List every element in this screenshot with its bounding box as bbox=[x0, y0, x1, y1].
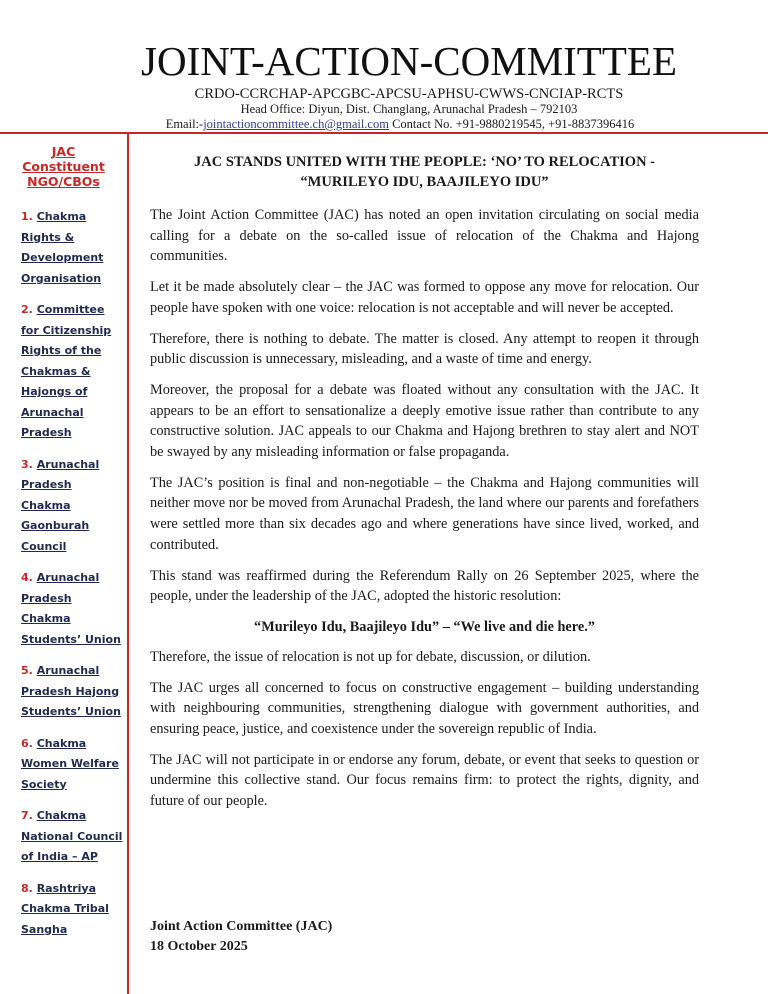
constituent-link[interactable]: Arunachal bbox=[36, 571, 100, 584]
constituent-link[interactable]: Rights & bbox=[21, 230, 75, 244]
constituent-link[interactable]: Hajongs of bbox=[21, 385, 88, 398]
constituent-line bbox=[21, 403, 125, 424]
paragraph: Therefore, there is nothing to debate. The matter is closed. Any attempt to reopen it through public discussion is unnecessary, misleading, and a waste of time and energy. bbox=[150, 330, 699, 368]
constituent-number: 1. bbox=[21, 210, 33, 223]
constituent-item[interactable] bbox=[21, 806, 125, 868]
signatory-name: Joint Action Committee (JAC) bbox=[150, 919, 333, 934]
paragraph: Let it be made absolutely clear – the JAC was formed to oppose any move for relocation. Our people have spoken with one voice: relocation is not acceptable and will never be accepted. bbox=[150, 279, 699, 316]
constituent-item[interactable] bbox=[21, 568, 125, 650]
paragraph: The JAC will not participate in or endorse any forum, debate, or event that seeks to question or undermine this collective stand. Our focus remains firm: to protect the rights, dignity, and future of our people. bbox=[150, 751, 699, 810]
constituent-link[interactable]: Chakma bbox=[21, 498, 71, 512]
sidebar-title bbox=[0, 144, 127, 189]
constituent-line bbox=[21, 609, 125, 630]
contact-line bbox=[0, 117, 768, 132]
contact-numbers: Contact No. +91-9880219545, +91-8837396416 bbox=[388, 117, 635, 131]
constituent-line bbox=[21, 362, 125, 383]
constituent-link[interactable]: Students’ Union bbox=[21, 632, 121, 646]
constituent-link[interactable]: Chakma bbox=[36, 809, 87, 822]
constituent-line bbox=[21, 754, 125, 775]
constituent-link[interactable]: Women Welfare bbox=[21, 757, 119, 770]
constituent-link[interactable]: Students’ Union bbox=[21, 705, 121, 718]
constituent-link[interactable]: Development bbox=[21, 251, 104, 264]
constituent-item[interactable] bbox=[21, 661, 125, 723]
email-link[interactable]: jointactioncommittee.ch@gmail.com bbox=[203, 117, 389, 131]
constituent-line bbox=[21, 537, 125, 558]
press-release-body bbox=[150, 152, 699, 822]
headline-line-1: JAC STANDS UNITED WITH THE PEOPLE: ‘NO’ TO RELOCATION - bbox=[194, 154, 655, 170]
constituent-list bbox=[21, 207, 125, 940]
constituent-line bbox=[21, 207, 125, 228]
constituents-abbreviations: CRDO-CCRCHAP-APCGBC-APCSU-APHSU-CWWS-CNCIAP-RCTS bbox=[194, 86, 624, 102]
sidebar-title-line: NGO/CBOs bbox=[27, 174, 100, 189]
sidebar-title-line: JAC bbox=[51, 144, 76, 159]
constituent-item[interactable] bbox=[21, 300, 125, 444]
resolution-quote: “Murileyo Idu, Baajileyo Idu” – “We live and die here.” bbox=[254, 618, 595, 635]
constituent-number: 6. bbox=[21, 736, 33, 750]
constituent-line bbox=[21, 423, 125, 444]
constituent-link[interactable]: Committee bbox=[36, 303, 105, 316]
constituent-line bbox=[21, 682, 125, 703]
constituent-item[interactable] bbox=[21, 879, 125, 941]
constituent-line bbox=[21, 661, 125, 682]
constituent-line bbox=[21, 734, 125, 755]
constituent-item[interactable] bbox=[21, 734, 125, 796]
paragraph: Therefore, the issue of relocation is not up for debate, discussion, or dilution. bbox=[150, 648, 591, 665]
constituent-number: 4. bbox=[21, 571, 33, 584]
constituent-line bbox=[21, 455, 125, 476]
constituent-line bbox=[21, 847, 125, 868]
constituent-link[interactable]: Council bbox=[21, 539, 67, 553]
constituent-line bbox=[21, 321, 125, 342]
constituent-item[interactable] bbox=[21, 455, 125, 558]
constituent-link[interactable]: Rashtriya bbox=[36, 881, 97, 895]
constituent-line bbox=[21, 775, 125, 796]
constituent-link[interactable]: Sangha bbox=[21, 922, 68, 936]
constituent-number: 2. bbox=[21, 303, 33, 316]
constituent-link[interactable]: Pradesh bbox=[21, 426, 72, 439]
email-label: Email:- bbox=[165, 117, 204, 131]
constituent-line bbox=[21, 879, 125, 900]
paragraph: The JAC’s position is final and non-negotiable – the Chakma and Hajong communities will neither move nor be moved from Arunachal Pradesh, the land where our parents and forefathers were settled more than six decades ago and where generations have since lived, worked, and contributed. bbox=[150, 474, 699, 553]
constituent-line bbox=[21, 630, 125, 651]
constituent-number: 3. bbox=[21, 457, 33, 471]
constituent-link[interactable]: Pradesh Hajong bbox=[21, 684, 120, 698]
constituent-number: 5. bbox=[21, 664, 33, 677]
constituent-line bbox=[21, 806, 125, 827]
constituent-link[interactable]: Chakma bbox=[36, 210, 87, 223]
constituent-link[interactable]: Arunachal bbox=[36, 457, 100, 471]
constituent-link[interactable]: Pradesh bbox=[21, 478, 72, 491]
constituent-line bbox=[21, 899, 125, 920]
constituent-line bbox=[21, 341, 125, 362]
org-title: JOINT-ACTION-COMMITTEE bbox=[141, 38, 677, 84]
constituent-line bbox=[21, 269, 125, 290]
constituent-link[interactable]: Arunachal bbox=[36, 664, 100, 677]
sidebar-constituents bbox=[0, 140, 127, 951]
constituent-link[interactable]: Arunachal bbox=[21, 405, 84, 419]
headline-line-2: “MURILEYO IDU, BAAJILEYO IDU” bbox=[300, 174, 549, 190]
constituent-line bbox=[21, 516, 125, 537]
sidebar-title-line: Constituent bbox=[22, 159, 105, 174]
sidebar-divider bbox=[127, 133, 129, 994]
constituent-link[interactable]: Pradesh bbox=[21, 591, 72, 605]
constituent-line bbox=[21, 827, 125, 848]
constituent-line bbox=[21, 589, 125, 610]
constituent-link[interactable]: Gaonburah bbox=[21, 519, 90, 532]
paragraph: Moreover, the proposal for a debate was floated without any consultation with the JAC. It appears to be an effort to sensationalize a deeply emotive issue rather than contribute to any constructive solution. JAC appeals to our Chakma and Hajong brethren to stay alert and NOT be swayed by any misleading information or false propaganda. bbox=[150, 381, 699, 461]
constituent-line bbox=[21, 920, 125, 941]
constituent-link[interactable]: Society bbox=[21, 777, 67, 791]
constituent-link[interactable]: Chakma bbox=[21, 612, 71, 625]
constituent-line bbox=[21, 475, 125, 496]
signature-block bbox=[150, 917, 332, 957]
constituent-item[interactable] bbox=[21, 207, 125, 289]
constituent-link[interactable]: Rights of the bbox=[21, 344, 102, 357]
constituent-line bbox=[21, 248, 125, 269]
constituent-link[interactable]: National Council bbox=[21, 829, 123, 843]
paragraph: The Joint Action Committee (JAC) has noted an open invitation circulating on social media calling for a debate on the so-called issue of relocation of the Chakma and Hajong communities. bbox=[150, 207, 699, 265]
signature-date: 18 October 2025 bbox=[150, 939, 248, 954]
constituent-link[interactable]: Organisation bbox=[21, 271, 102, 285]
constituent-line bbox=[21, 496, 125, 517]
header-divider bbox=[0, 132, 768, 134]
constituent-line bbox=[21, 568, 125, 589]
constituent-line bbox=[21, 228, 125, 249]
constituent-line bbox=[21, 382, 125, 403]
head-office-address: Head Office: Diyun, Dist. Changlang, Arunachal Pradesh – 792103 bbox=[240, 102, 578, 116]
paragraph: The JAC urges all concerned to focus on constructive engagement – building understanding with neighbouring communities, strengthening dialogue with government authorities, and ensuring peace, justice, and coexistence under the sovereign republic of India. bbox=[150, 679, 699, 738]
headline bbox=[150, 152, 699, 192]
constituent-number: 8. bbox=[21, 881, 33, 895]
constituent-line bbox=[21, 702, 125, 723]
constituent-number: 7. bbox=[21, 809, 33, 822]
constituent-link[interactable]: of India – AP bbox=[21, 850, 98, 863]
constituent-link[interactable]: Chakma Tribal bbox=[21, 902, 109, 915]
paragraph: This stand was reaffirmed during the Referendum Rally on 26 September 2025, where the people, under the leadership of the JAC, adopted the historic resolution: bbox=[150, 567, 699, 605]
constituent-link[interactable]: for Citizenship bbox=[21, 323, 112, 337]
constituent-link[interactable]: Chakmas & bbox=[21, 364, 91, 378]
constituent-line bbox=[21, 300, 125, 321]
constituent-link[interactable]: Chakma bbox=[36, 736, 87, 750]
